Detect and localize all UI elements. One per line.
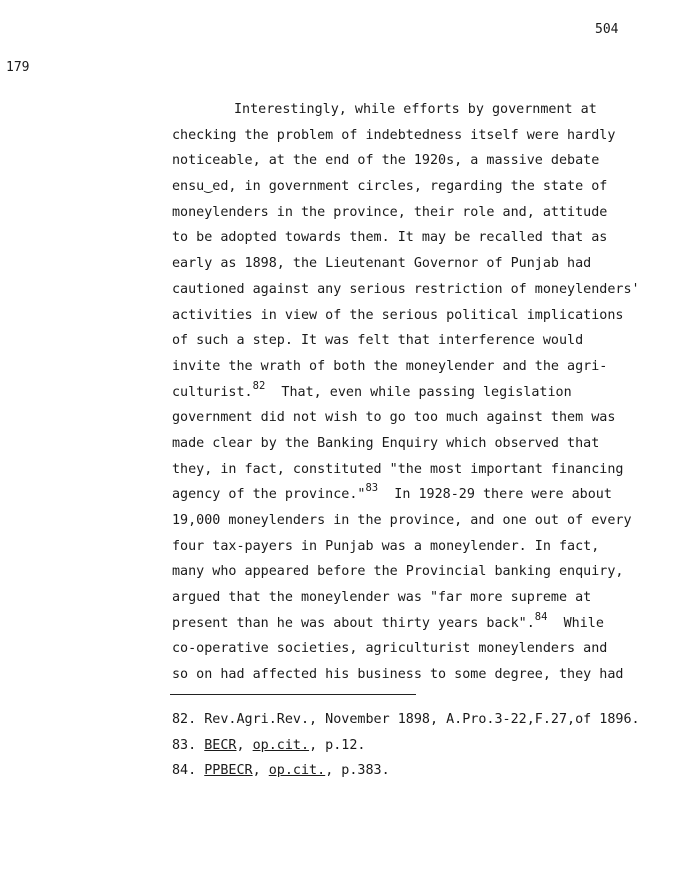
text-line: cautioned against any serious restriction of moneylenders' [172, 281, 640, 297]
text-line: checking the problem of indebtedness itself were hardly [172, 127, 616, 143]
text-line: ensu‿ed, in government circles, regarding the state of [172, 179, 608, 195]
text-line: to be adopted towards them. It may be recalled that as [172, 230, 608, 246]
footnote: 83. BECR, op.cit., p.12. [172, 737, 366, 753]
margin-number: 179 [6, 60, 30, 75]
text-line: Interestingly, while efforts by government at [234, 102, 597, 117]
text-line: culturist.$^{82}$ That, even while passing legislation [172, 379, 572, 400]
text-line: moneylenders in the province, their role and, attitude [172, 204, 608, 220]
text-line: so on had affected his business to some degree, they had [172, 667, 624, 683]
text-line: of such a step. It was felt that interference would [172, 333, 584, 349]
footnotes [172, 707, 640, 784]
footnote-marker: 83 [365, 482, 379, 495]
text-line: early as 1898, the Lieutenant Governor of Punjab had [172, 256, 592, 272]
footnote: 84. PPBECR, op.cit., p.383. [172, 763, 390, 778]
text-line: co-operative societies, agriculturist moneylenders and [172, 641, 608, 657]
text-line: agency of the province."$^{83}$ In 1928-29 there were about [172, 482, 612, 503]
text-line: four tax-payers in Punjab was a moneylender. In fact, [172, 538, 600, 554]
text-line: made clear by the Banking Enquiry which observed that [172, 435, 600, 451]
footnote-marker: 84 [534, 610, 548, 623]
body-text [172, 97, 692, 688]
text-line: government did not wish to go too much against them was [172, 410, 616, 426]
text-line: activities in view of the serious political implications [172, 307, 624, 323]
footnote-divider [170, 694, 416, 695]
text-line: many who appeared before the Provincial banking enquiry, [172, 564, 624, 580]
text-line: present than he was about thirty years back".$^{84}$ While [172, 610, 604, 631]
page-number: 504 [595, 22, 619, 37]
footnote-marker: 82 [252, 379, 266, 392]
text-line: argued that the moneylender was "far more supreme at [172, 590, 592, 606]
text-line: noticeable, at the end of the 1920s, a massive debate [172, 153, 600, 169]
text-line: they, in fact, constituted "the most important financing [172, 461, 624, 477]
text-line: invite the wrath of both the moneylender and the agri- [172, 358, 608, 374]
footnote: 82. Rev.Agri.Rev., November 1898, A.Pro.3-22,F.27,of 1896. [172, 712, 640, 727]
text-line: 19,000 moneylenders in the province, and one out of every [172, 513, 632, 528]
